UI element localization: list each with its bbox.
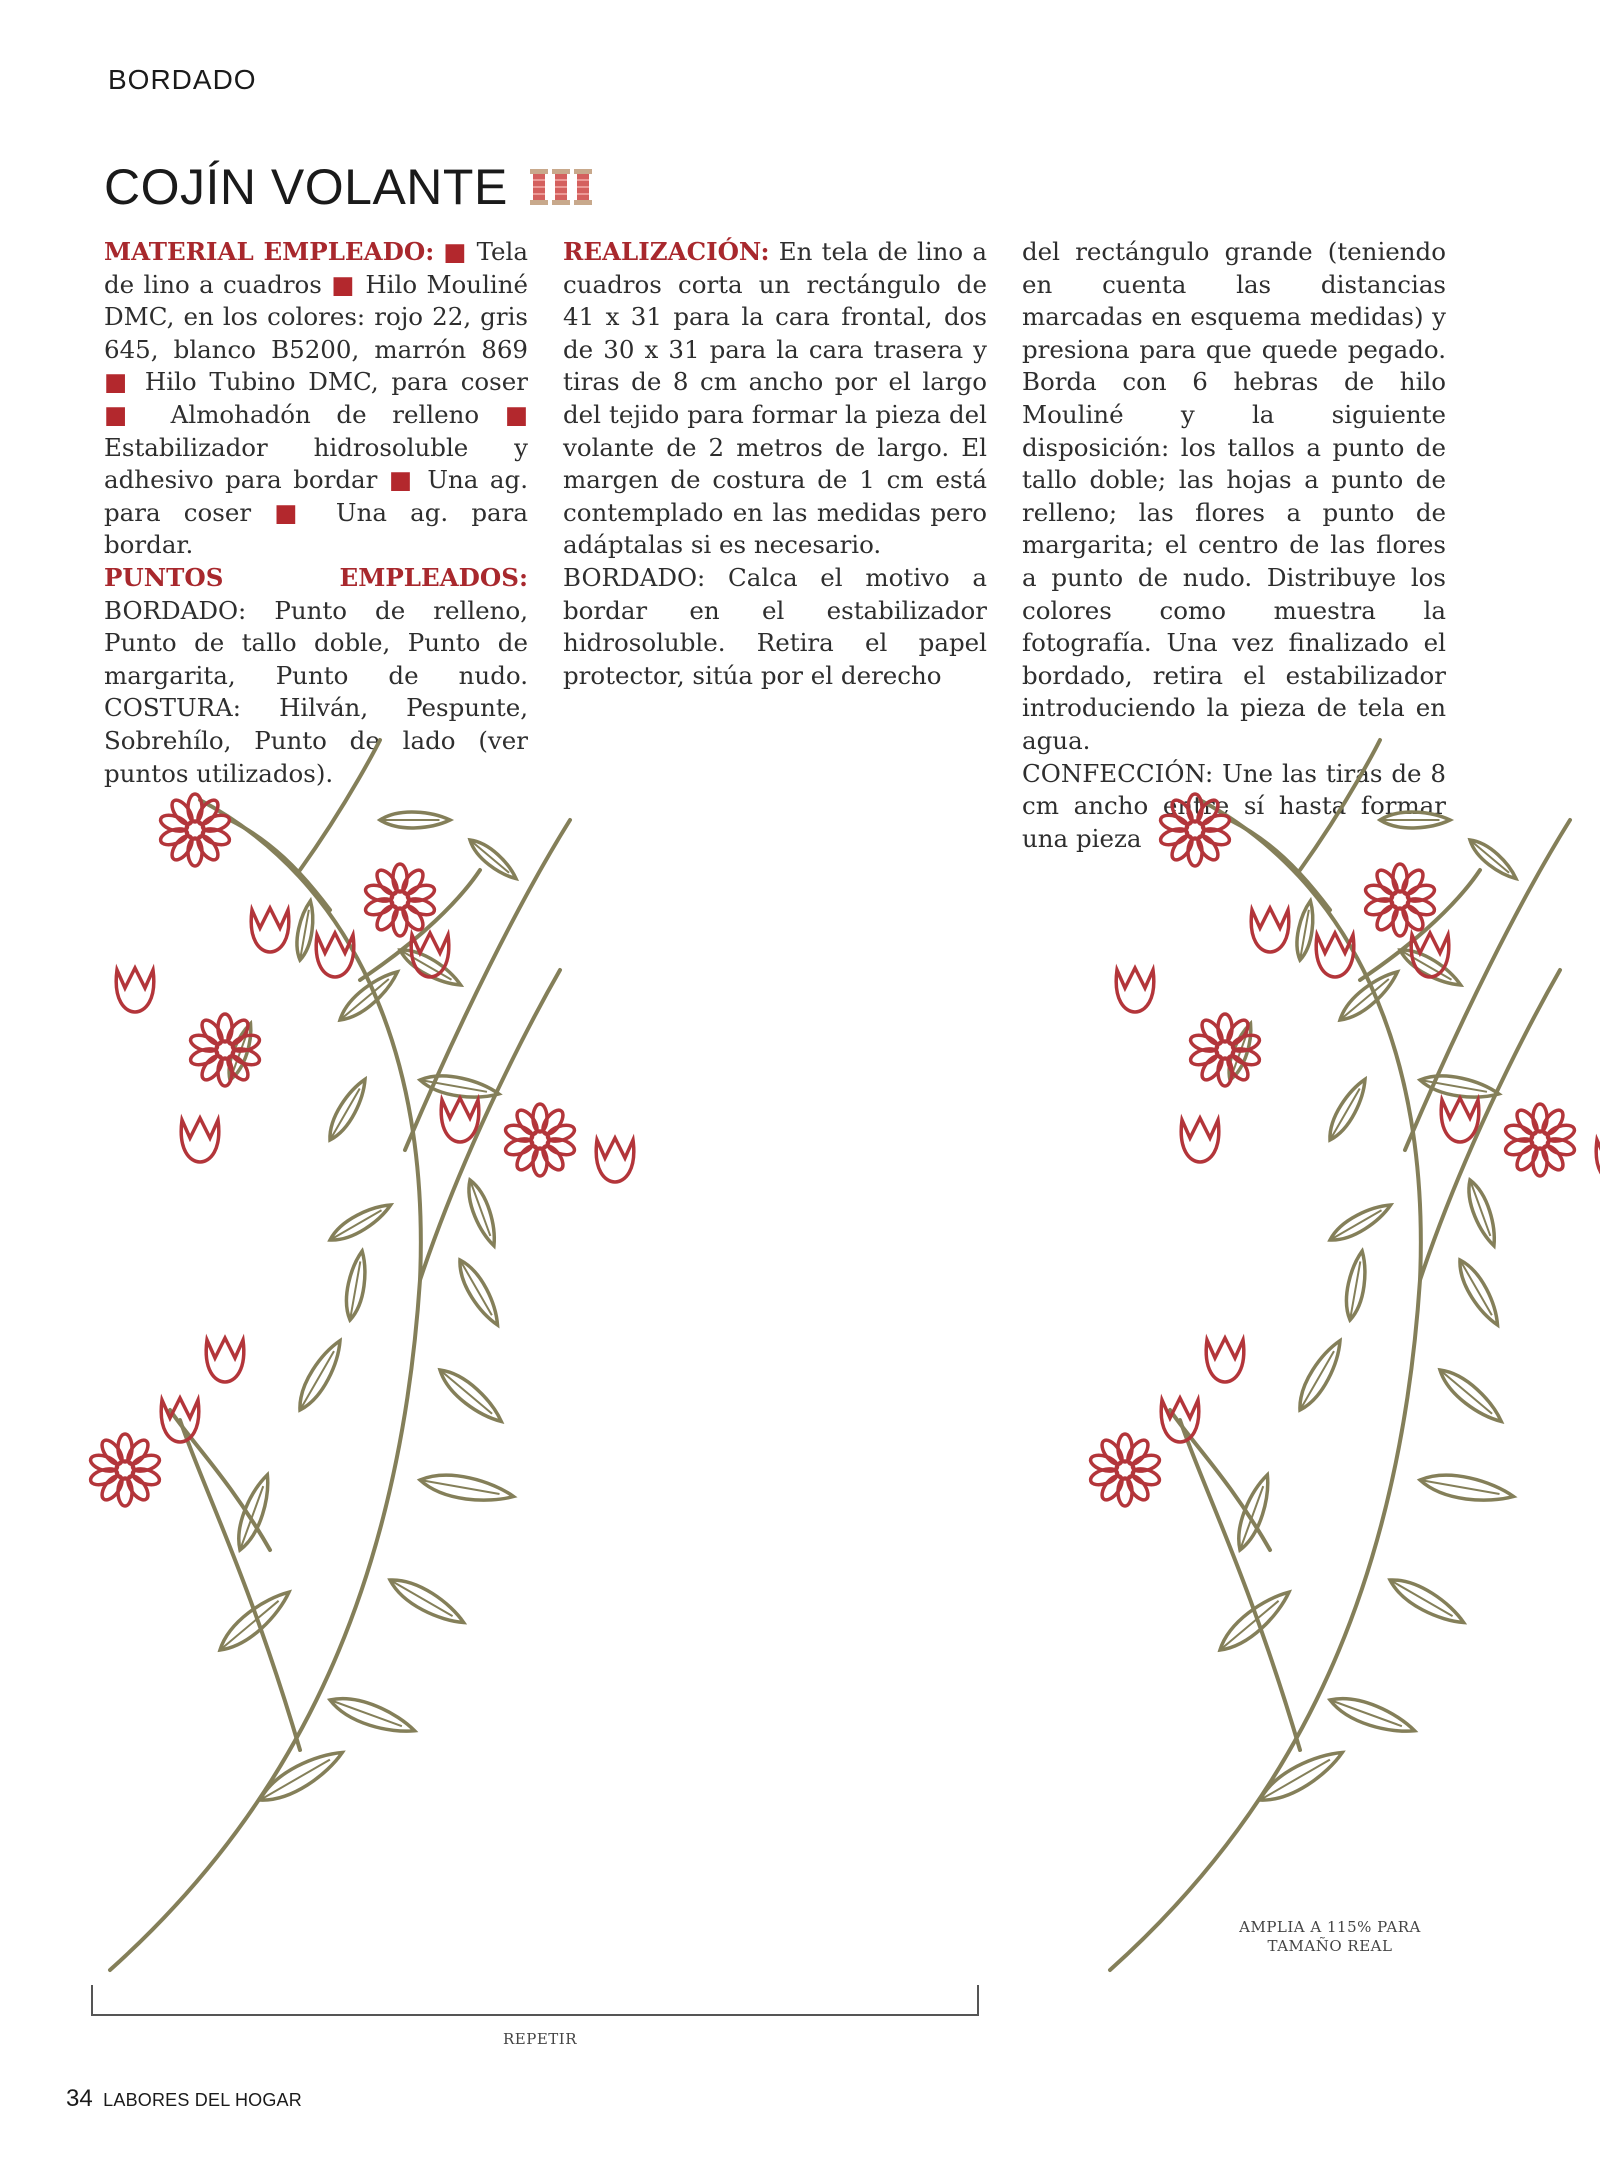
tulip-flower [1116, 968, 1154, 1012]
realizacion-column [563, 236, 987, 692]
daisy-flower [1089, 1434, 1162, 1506]
daisy-petal [533, 1148, 547, 1176]
daisy-petal [393, 864, 407, 892]
material-item: Hilo Mouliné DMC, en los colores: rojo 22, gris 645, blanco B5200, marrón 869 [104, 269, 529, 364]
page-footer [66, 2085, 302, 2113]
leaf [1231, 1472, 1275, 1553]
puntos-note: (ver puntos utilizados). [104, 725, 528, 788]
realizacion-heading: REALIZACIÓN: [563, 237, 770, 266]
daisy-flower [364, 864, 437, 936]
tulip-outline [1181, 1118, 1219, 1162]
daisy-petal [1188, 838, 1202, 866]
leaf [323, 1075, 372, 1144]
daisy-petal [1218, 1014, 1232, 1042]
stem [405, 820, 570, 1150]
leaf [1255, 1743, 1348, 1809]
daisy-petal [188, 838, 202, 866]
section-label: BORDADO [108, 64, 257, 95]
tulip-flower [1251, 908, 1289, 952]
tulip-outline [251, 908, 289, 952]
leaf-vein [470, 840, 509, 873]
bullet-icon: ■ [443, 237, 468, 266]
daisy-petal [1393, 864, 1407, 892]
difficulty-rating [530, 169, 592, 205]
costura-label: COSTURA: [104, 693, 241, 723]
leaf-group [1213, 812, 1520, 1809]
thread-spool-icon [552, 169, 570, 205]
stem [300, 740, 380, 870]
page-title: COJÍN VOLANTE [104, 159, 508, 215]
stem [1110, 800, 1421, 1970]
bordado-stitches: Punto de relleno, Punto de tallo doble, Punto de margarita, Punto de nudo. [104, 595, 528, 690]
daisy-petal [1533, 1148, 1547, 1176]
embroidery-pattern [0, 720, 1600, 1980]
leaf [1434, 1363, 1507, 1428]
leaf [1418, 1469, 1515, 1507]
leaf-vein [440, 1370, 492, 1414]
leaf-vein [1470, 840, 1509, 873]
material-heading: MATERIAL EMPLEADO: [104, 237, 435, 266]
tulip-flower [1206, 1338, 1244, 1382]
leaves [213, 812, 1520, 1809]
daisy-petal [393, 908, 407, 936]
bordado-label: BORDADO: [104, 595, 247, 625]
material-column [104, 236, 528, 790]
leaf [385, 1572, 468, 1631]
material-item: Estabilizador hidrosoluble y adhesivo para bordar [104, 432, 528, 495]
stem-group [110, 740, 570, 1970]
leaf [434, 1363, 507, 1428]
leaf [453, 1256, 505, 1329]
leaf [1463, 1177, 1502, 1248]
repeat-bracket [90, 1985, 980, 2021]
leaf [327, 1690, 419, 1740]
daisy-petal [188, 794, 202, 822]
daisy-flower [1159, 794, 1232, 866]
daisy-petal [533, 1104, 547, 1132]
title-row [104, 158, 592, 216]
flower-group [89, 794, 634, 1506]
stem [1405, 820, 1570, 1150]
leaf [255, 1743, 348, 1809]
leaf [293, 900, 317, 961]
daisy-petal [1533, 1104, 1547, 1132]
material-item: Tela de lino a cuadros [104, 237, 528, 299]
leaf [213, 1584, 295, 1658]
tulip-flower [251, 908, 289, 952]
thread-spool-icon [530, 169, 548, 205]
material-item: Hilo Tubino DMC, para coser [144, 367, 528, 397]
tulip-outline [1441, 1098, 1479, 1142]
tulip-outline [1206, 1338, 1244, 1382]
bordado-instructions: BORDADO: Calca el motivo a bordar en el estabilizador hidrosoluble. Retira el papel protector, sitúa por el derecho [563, 562, 987, 690]
leaf-vein [220, 1601, 279, 1650]
leaf [418, 1469, 515, 1507]
tulip-flower [596, 1138, 634, 1182]
confeccion-instructions-continued: CONFECCIÓN: Une las tiras de 8 cm ancho entre sí hasta formar una pieza [1022, 758, 1446, 853]
daisy-petal [118, 1434, 132, 1462]
leaf-vein [1220, 1601, 1279, 1650]
bullet-icon: ■ [331, 269, 356, 299]
leaf [463, 1177, 502, 1248]
daisy-flower [89, 1434, 162, 1506]
page-number: 34 [66, 2085, 93, 2112]
material-item: Una ag. para coser [104, 465, 528, 527]
daisy-flower [504, 1104, 577, 1176]
stem [180, 1420, 300, 1750]
stem [1180, 1420, 1300, 1750]
tulip-outline [1116, 968, 1154, 1012]
leaf [1326, 1198, 1395, 1247]
stems [110, 740, 1570, 1970]
bordado-instructions-continued: del rectángulo grande (teniendo en cuenta las distancias marcadas en esquema medidas) y presiona para que quede pegado. Borda con 6 hebras de hilo Mouliné y la siguiente disposición: los tallos a punto de tallo doble; las hojas a punto de relleno; las flores a punto de margarita; el centro de las flores a punto de nudo. Distribuye los colores como muestra la fotografía. Una vez finalizado el bordado, retira el estabilizador introduciendo la pieza de tela en agua. [1022, 237, 1446, 755]
tulip-outline [116, 968, 154, 1012]
daisy-petal [218, 1014, 232, 1042]
realizacion-intro: En tela de lino a cuadros corta un rectángulo de 41 x 31 para la cara frontal, dos de 30 x 31 para la cara trasera y tiras de 8 cm ancho por el largo del tejido para formar la pieza del volante de 2 metros de largo. El margen de costura de 1 cm está contemplado en las medidas pero adáptalas si es necesario. [563, 237, 987, 560]
leaf [1213, 1584, 1295, 1658]
bullet-icon: ■ [104, 367, 133, 397]
daisy-petal [1118, 1478, 1132, 1506]
daisy-flower [1364, 864, 1437, 936]
leaf [1342, 1250, 1370, 1322]
tulip-outline [1251, 908, 1289, 952]
leaf [1385, 1572, 1468, 1631]
tulip-outline [441, 1098, 479, 1142]
tulip-outline [181, 1118, 219, 1162]
leaf [342, 1250, 370, 1322]
tulip-outline [1596, 1138, 1600, 1182]
leaf [1380, 812, 1450, 828]
daisy-flower [159, 794, 232, 866]
publication-name: LABORES DEL HOGAR [103, 2090, 302, 2110]
stem [1300, 740, 1380, 870]
leaf [1453, 1256, 1505, 1329]
thread-spool-icon [574, 169, 592, 205]
puntos-heading: PUNTOS EMPLEADOS: [104, 562, 528, 592]
leaf [396, 943, 465, 992]
stem [110, 800, 421, 1970]
leaf [1323, 1075, 1372, 1144]
daisy-petal [1118, 1434, 1132, 1462]
tulip-flower [116, 968, 154, 1012]
leaf [1293, 900, 1317, 961]
leaf-group [213, 812, 520, 1809]
tulip-flower [1441, 1098, 1479, 1142]
tulip-flower [1596, 1138, 1600, 1182]
daisy-petal [1188, 794, 1202, 822]
leaf [326, 1198, 395, 1247]
leaf [1292, 1336, 1348, 1414]
tulip-flower [181, 1118, 219, 1162]
tulip-flower [1181, 1118, 1219, 1162]
material-item: Una ag. para bordar. [104, 497, 528, 560]
daisy-petal [118, 1478, 132, 1506]
tulip-flower [206, 1338, 244, 1382]
leaf [1396, 943, 1465, 992]
leaf [292, 1336, 348, 1414]
leaf-vein [1440, 1370, 1492, 1414]
material-item: Almohadón de relleno [170, 399, 480, 429]
tulip-outline [206, 1338, 244, 1382]
costura-stitches: Hilván, Pespunte, Sobrehílo, Punto de lado [104, 693, 528, 755]
leaf [1327, 1690, 1419, 1740]
bullet-icon: ■ [104, 399, 146, 429]
bullet-icon: ■ [274, 497, 313, 527]
stem-group [1110, 740, 1570, 1970]
bullet-icon: ■ [388, 465, 416, 495]
leaf [231, 1472, 275, 1553]
enlarge-caption: AMPLIA A 115% PARA TAMAÑO REAL [1239, 1918, 1421, 1955]
tulip-flower [441, 1098, 479, 1142]
bullet-icon: ■ [504, 399, 528, 429]
daisy-petal [1393, 908, 1407, 936]
tulip-outline [596, 1138, 634, 1182]
daisy-flower [1504, 1104, 1577, 1176]
repeat-label: REPETIR [502, 2030, 577, 2048]
leaf [380, 812, 450, 828]
